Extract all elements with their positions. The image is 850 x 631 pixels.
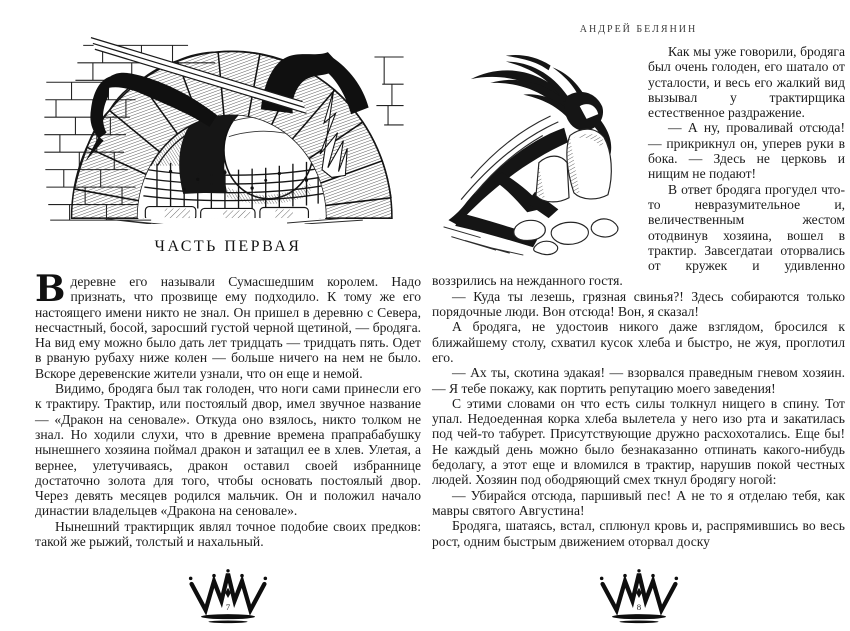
page-number-crown-ornament (597, 569, 681, 627)
paragraph: Нынешний трактирщик являл точное подобие своих предков: такой же рыжий, толстый и нахальный. (35, 518, 421, 550)
dragon-hayloft-illustration-icon (37, 24, 409, 224)
right-page (432, 0, 845, 631)
paragraph: — Куда ты лезешь, грязная свинья?! Здесь собираются только порядочные люди. Вон отсюда! Вон, я сказал! (432, 288, 845, 320)
page-number: 8 (636, 602, 641, 613)
chapter-title: ЧАСТЬ ПЕРВАЯ (154, 238, 302, 255)
right-page-text (432, 44, 845, 549)
vagabond-sketch-illustration-icon (432, 46, 638, 258)
paragraph: — А ну, проваливай отсюда! — прикрикнул он, уперев руки в бока. — Здесь не церковь и нищим не подают! (648, 120, 845, 182)
paragraph: С этими словами он что есть силы толкнул нищего в спину. Тот упал. Недоеденная корка хлеба вылетела у него изо рта и закатилась под чей-то табурет. Присутствующие дружно расхохотались. Еще бы! Не каждый день можно было безнаказанно отпинать какого-нибудь бедолагу, а этот еще и вломился в трактир, нарушив покой честных людей. Хозяин под ободряющий смех ткнул бродягу ногой: (432, 395, 845, 488)
page-number-crown-ornament (186, 569, 270, 627)
paragraph: — Ах ты, скотина эдакая! — взорвался праведным гневом хозяин. — Я тебе покажу, как портить репутацию моего заведения! (432, 365, 845, 396)
paragraph: В ответ бродяга прогудел что-то невразумительное и, величественным жестом отодвинув хозяина, вошел в трактир. Завсегдатаи оторвались от кружек и удивленно воззрились на нежданного гостя. (432, 181, 845, 289)
paragraph: Как мы уже говорили, бродяга был очень голоден, его шатало от усталости, и весь его жалкий вид вызывал у трактирщика естественное раздражение. (648, 44, 845, 121)
paragraph (35, 268, 421, 381)
page-number: 7 (225, 602, 231, 613)
paragraph: Видимо, бродяга был так голоден, что ноги сами принесли его к трактиру. Трактир, или постоялый двор, имел звучное название — «Дракон на сеновале». Откуда оно взялось, никто толком не знал. Но ходили слухи, что в древние времена прапрабабушку нынешнего хозяина поймал дракон и затащил ее в хлев. Улетая, а вернее, улетучиваясь, дракон оставил своей избраннице достаточно золота для того, чтобы основать постоялый двор. Через девять месяцев родился мальчик. Он и положил начало династии владельцев «Дракона на сеновале». (35, 381, 421, 519)
paragraph-text: деревне его называли Сумасшедшим королем. Надо признать, что прозвище ему подходило. К тому же его настоящего имени никто не знал. Он пришел в деревню с Севера, несчастный, босой, заросший густой черной щетиной, — бродяга. На вид ему можно было дать лет тридцать — тридцать пять. Одет в рваную рубаху ниже колен — больше ничего на нем не было. Вскоре деревенские жители узнали, что он еще и немой. (35, 274, 421, 381)
left-page (35, 0, 421, 631)
paragraph: Бродяга, шатаясь, встал, сплюнул кровь и, распрямившись во весь рост, одним быстрым движением оторвал доску (432, 518, 845, 549)
paragraph: — Убирайся отсюда, паршивый пес! А не то я отделаю тебя, как мавры святого Августина! (432, 487, 845, 518)
running-header-author: АНДРЕЙ БЕЛЯНИН (579, 24, 698, 35)
drop-cap-letter: В (35, 268, 66, 310)
paragraph: А бродяга, не удостоив никого даже взглядом, бросился к ближайшему столу, схватил кусок хлеба и быстро, не жуя, проглотил его. (432, 319, 845, 365)
left-page-text (35, 268, 421, 550)
